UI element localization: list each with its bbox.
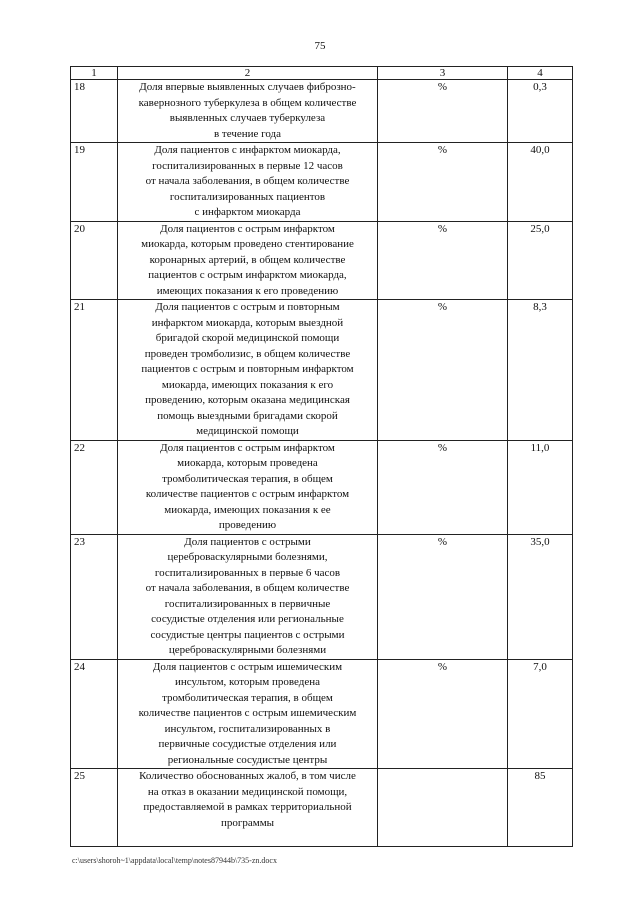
row-number: 20 <box>71 221 118 300</box>
table-row <box>71 440 573 534</box>
row-value: 40,0 <box>508 143 573 222</box>
row-value: 85 <box>508 769 573 847</box>
row-description: Доля пациентов с острым и повторным инфарктом миокарда, которым выездной бригадой скорой медицинской помощи проведен тромболизис, в общем количестве пациентов с острым и повторным инфарктом миокарда, имеющих показания к его проведению, которым оказана медицинская помощь выездными бригадами скорой медицинской помощи <box>118 300 378 441</box>
row-unit: % <box>378 300 508 441</box>
row-number: 21 <box>71 300 118 441</box>
row-number: 24 <box>71 659 118 769</box>
row-unit: % <box>378 440 508 534</box>
file-path-footer: c:\users\shoroh~1\appdata\local\temp\notes87944b\735-zn.docx <box>72 856 277 865</box>
table-row <box>71 221 573 300</box>
row-unit: % <box>378 534 508 659</box>
indicators-table <box>70 66 573 847</box>
row-number: 19 <box>71 143 118 222</box>
row-description: Доля пациентов с инфарктом миокарда, госпитализированных в первые 12 часов от начала заболевания, в общем количестве госпитализированных пациентов с инфарктом миокарда <box>118 143 378 222</box>
row-number: 23 <box>71 534 118 659</box>
row-value: 25,0 <box>508 221 573 300</box>
row-value: 11,0 <box>508 440 573 534</box>
page-number: 75 <box>314 40 326 52</box>
row-number: 22 <box>71 440 118 534</box>
table-row <box>71 80 573 143</box>
row-unit: % <box>378 221 508 300</box>
table-row <box>71 534 573 659</box>
row-number: 25 <box>71 769 118 847</box>
table-row <box>71 659 573 769</box>
table-row <box>71 143 573 222</box>
column-header-3: 3 <box>378 67 508 80</box>
row-number: 18 <box>71 80 118 143</box>
row-value: 0,3 <box>508 80 573 143</box>
row-unit <box>378 769 508 847</box>
row-description: Доля пациентов с острым инфарктом миокарда, которым проведено стентирование коронарных артерий, в общем количестве пациентов с острым инфарктом миокарда, имеющих показания к его проведению <box>118 221 378 300</box>
row-value: 7,0 <box>508 659 573 769</box>
row-value: 8,3 <box>508 300 573 441</box>
row-description: Доля пациентов с острыми цереброваскулярными болезнями, госпитализированных в первые 6 часов от начала заболевания, в общем количестве госпитализированных в первичные сосудистые отделения или региональные сосудистые центры пациентов с острыми цереброваскулярными болезнями <box>118 534 378 659</box>
column-header-1: 1 <box>71 67 118 80</box>
table-row <box>71 769 573 847</box>
row-value: 35,0 <box>508 534 573 659</box>
row-unit: % <box>378 659 508 769</box>
row-description: Доля впервые выявленных случаев фиброзно- кавернозного туберкулеза в общем количестве выявленных случаев туберкулеза в течение года <box>118 80 378 143</box>
row-unit: % <box>378 143 508 222</box>
row-unit: % <box>378 80 508 143</box>
row-description: Доля пациентов с острым инфарктом миокарда, которым проведена тромболитическая терапия, в общем количестве пациентов с острым инфарктом миокарда, имеющих показания к ее проведению <box>118 440 378 534</box>
column-header-4: 4 <box>508 67 573 80</box>
column-header-2: 2 <box>118 67 378 80</box>
table-header-row <box>71 67 573 80</box>
row-description: Доля пациентов с острым ишемическим инсультом, которым проведена тромболитическая терапия, в общем количестве пациентов с острым ишемическим инсультом, госпитализированных в первичные сосудистые отделения или региональные сосудистые центры <box>118 659 378 769</box>
table-row <box>71 300 573 441</box>
row-description: Количество обоснованных жалоб, в том числе на отказ в оказании медицинской помощи, предоставляемой в рамках территориальной программы <box>118 769 378 847</box>
